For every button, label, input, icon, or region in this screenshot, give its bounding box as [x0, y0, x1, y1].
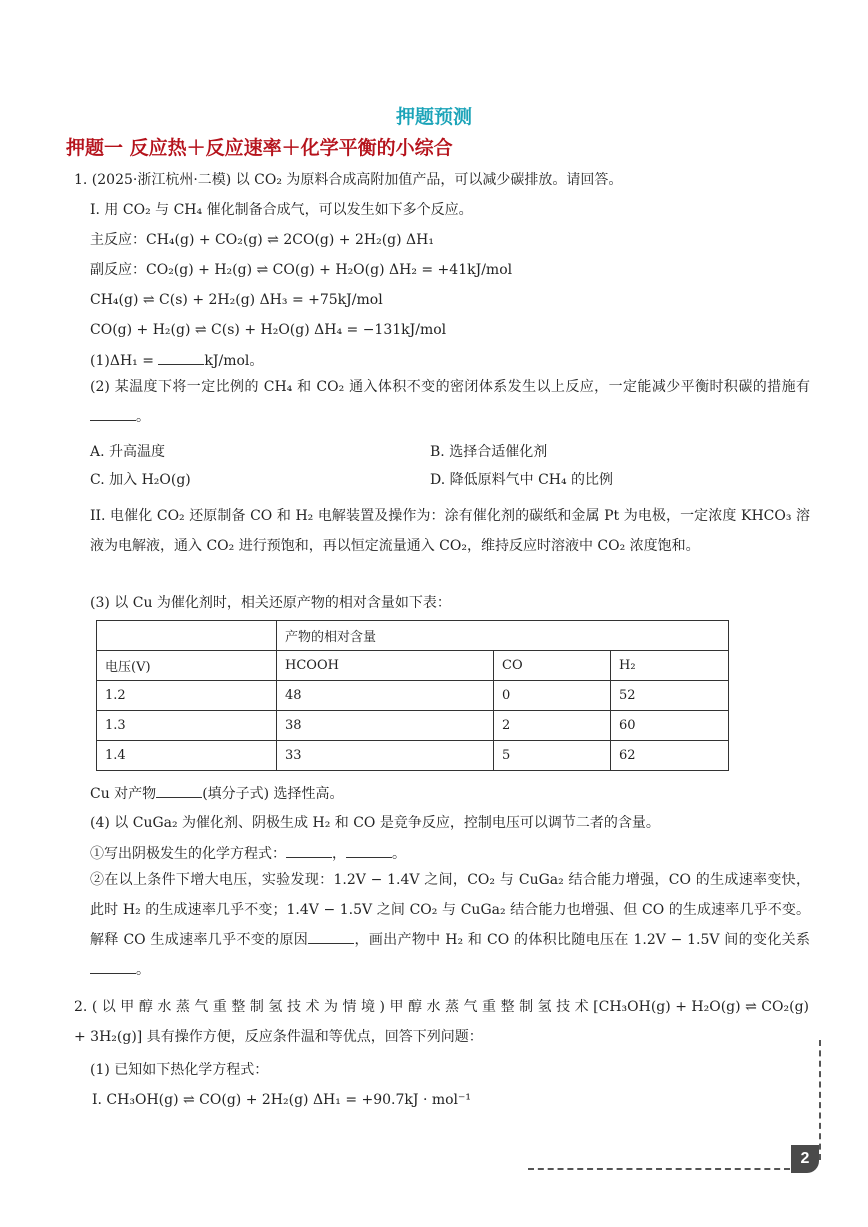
main-reaction: 主反应：CH₄(g) + CO₂(g) ⇌ 2CO(g) + 2H₂(g) ΔH₁	[90, 232, 434, 248]
answer-blank	[90, 406, 136, 421]
q1-sub4-2-text: ②在以上条件下增大电压，实验发现：1.2V − 1.4V 之间，CO₂ 与 CuGa₂ 结合能力增强，CO 的生成速率变快，此时 H₂ 的生成速率几乎不变；1.4V − 1.5V 之间 CO₂ 与 CuGa₂ 结合能力也增强、但 CO 的生成速率几乎不变。解释 CO 生成速率几乎不变的原因	[90, 872, 810, 948]
reaction-4: CO(g) + H₂(g) ⇌ C(s) + H₂O(g) ΔH₄ = −131kJ/mol	[90, 322, 447, 338]
table-cell: 1.4	[97, 741, 277, 771]
q1-sub4-2-text2: ，画出产物中 H₂ 和 CO 的体积比随电压在 1.2V − 1.5V 间的变化关系	[354, 932, 810, 948]
q1-sub2-end: 。	[136, 409, 150, 425]
table-header: H₂	[611, 651, 729, 681]
option-c: C. 加入 H₂O(g)	[90, 472, 191, 488]
table-cell: 1.2	[97, 681, 277, 711]
table-row	[97, 621, 729, 651]
table-cell: 38	[277, 711, 494, 741]
option-a: A. 升高温度	[90, 444, 166, 460]
answer-blank	[90, 959, 136, 974]
side-reaction: 副反应：CO₂(g) + H₂(g) ⇌ CO(g) + H₂O(g) ΔH₂ = +41kJ/mol	[90, 262, 513, 278]
table-row	[97, 711, 729, 741]
answer-blank	[346, 843, 392, 858]
q1-sub1	[90, 350, 263, 371]
separator: ，	[332, 846, 346, 862]
page-border-vertical	[819, 1040, 821, 1160]
answer-blank	[156, 783, 202, 798]
table-cell: 5	[494, 741, 611, 771]
q1-sub3-answer	[90, 783, 344, 804]
page-number: 2	[791, 1145, 819, 1173]
table-cell: 33	[277, 741, 494, 771]
q1-sub4-2-end: 。	[136, 962, 150, 978]
table-row	[97, 651, 729, 681]
answer-blank	[286, 843, 332, 858]
table-cell: 48	[277, 681, 494, 711]
table-cell: 2	[494, 711, 611, 741]
answer-blank	[308, 929, 354, 944]
q2-stem: 2. ( 以 甲 醇 水 蒸 气 重 整 制 氢 技 术 为 情 境 ) 甲 醇 水 蒸 气 重 整 制 氢 技 术 [CH₃OH(g) + H₂O(g) ⇌ CO₂(g) + 3H₂(g)] 具有操作方便，反应条件温和等优点，回答下列问题：	[74, 999, 809, 1045]
option-d: D. 降低原料气中 CH₄ 的比例	[430, 472, 614, 488]
table-header: CO	[494, 651, 611, 681]
q1-sub1-unit: kJ/mol。	[204, 353, 264, 369]
table-header: HCOOH	[277, 651, 494, 681]
q1-sub3-text: Cu 对产物	[90, 786, 157, 802]
q1-sub4: (4) 以 CuGa₂ 为催化剂、阴极生成 H₂ 和 CO 是竞争反应，控制电压可以调节二者的含量。	[90, 815, 660, 831]
q1-sub4-1-end: 。	[392, 846, 406, 862]
table-cell: 62	[611, 741, 729, 771]
q2-sub1: (1) 已知如下热化学方程式：	[90, 1062, 269, 1078]
q1-part1-intro: I. 用 CO₂ 与 CH₄ 催化制备合成气，可以发生如下多个反应。	[90, 202, 473, 218]
q1-sub3: (3) 以 Cu 为催化剂时，相关还原产物的相对含量如下表：	[90, 595, 451, 611]
table-cell: 52	[611, 681, 729, 711]
table-cell: 1.3	[97, 711, 277, 741]
product-table	[96, 620, 729, 771]
q2-reaction-1: Ⅰ. CH₃OH(g) ⇌ CO(g) + 2H₂(g) ΔH₁ = +90.7kJ · mol⁻¹	[92, 1092, 472, 1108]
q1-sub4-1-text: ①写出阴极发生的化学方程式：	[90, 846, 286, 862]
q1-stem: 1. (2025·浙江杭州·二模) 以 CO₂ 为原料合成高附加值产品，可以减少碳排放。请回答。	[74, 172, 623, 188]
table-group-header: 产物的相对含量	[277, 621, 729, 651]
table-cell: 60	[611, 711, 729, 741]
q1-sub4-2	[90, 865, 810, 985]
option-b: B. 选择合适催化剂	[430, 444, 548, 460]
answer-blank	[158, 350, 204, 365]
q1-part2-intro: II. 电催化 CO₂ 还原制备 CO 和 H₂ 电解装置及操作为：涂有催化剂的碳纸和金属 Pt 为电极，一定浓度 KHCO₃ 溶液为电解液，通入 CO₂ 进行预饱和，再以恒定流量通入 CO₂，维持反应时溶液中 CO₂ 浓度饱和。	[90, 508, 810, 554]
q1-sub1-text: (1)ΔH₁ =	[90, 353, 159, 369]
table-row	[97, 741, 729, 771]
q1-sub2	[90, 372, 810, 432]
table-row	[97, 681, 729, 711]
table-cell	[97, 621, 277, 651]
section-heading: 押题一 反应热＋反应速率＋化学平衡的小综合	[66, 137, 453, 159]
page-border-horizontal	[528, 1168, 790, 1170]
q1-sub2-text: (2) 某温度下将一定比例的 CH₄ 和 CO₂ 通入体积不变的密闭体系发生以上反应，一定能减少平衡时积碳的措施有	[90, 379, 810, 395]
table-header: 电压(V)	[97, 651, 277, 681]
page-title: 押题预测	[395, 106, 472, 128]
reaction-3: CH₄(g) ⇌ C(s) + 2H₂(g) ΔH₃ = +75kJ/mol	[90, 292, 383, 308]
table-cell: 0	[494, 681, 611, 711]
q1-sub4-1	[90, 843, 406, 864]
q1-sub3-end: (填分子式) 选择性高。	[202, 786, 344, 802]
